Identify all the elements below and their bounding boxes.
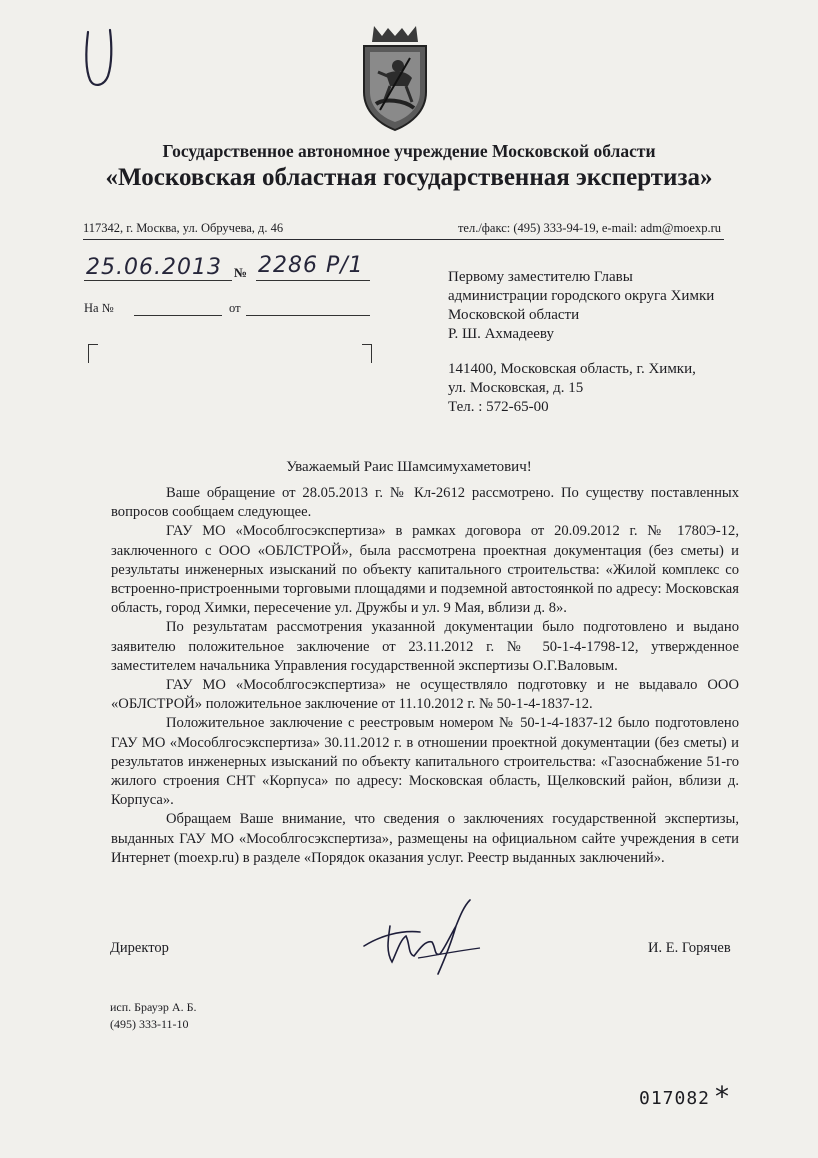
handwritten-mark-icon [82,28,118,90]
reply-to-number-label: На № [84,301,114,315]
organization-name: «Московская областная государственная экспертиза» [105,164,713,191]
recipient-line: Р. Ш. Ахмадееву [448,326,554,342]
body-paragraph: Положительное заключение с реестровым номером № 50-1-4-1837-12 было подготовлено ГАУ МО «Мособлгосэкспертиза» 30.11.2012 г. в отношении проектной документации (без сметы) и результатов инженерных изысканий по объекту капитального строительства: «Газоснабжение 51-го жилого строения СНТ «Корпуса» по адресу: Московская область, Щелковский район, вблизи д. Корпуса». [111,715,739,809]
organization-contacts: тел./факс: (495) 333-94-19, e-mail: adm@moexp.ru [457,221,721,235]
recipient-line: администрации городского округа Химки [448,288,715,304]
outgoing-number: 2286 Р/1 [258,253,364,278]
signer-position: Директор [110,940,169,956]
recipient-line: Московской области [448,307,580,323]
number-sign: № [234,265,248,280]
coat-of-arms-icon [352,22,438,132]
recipient-address-line: ул. Московская, д. 15 [448,380,584,396]
number-underline [256,280,370,281]
body-paragraph: Ваше обращение от 28.05.2013 г. № Кл-2612 рассмотрено. По существу поставленных вопросов сообщаем следующее. [111,485,739,521]
date-underline [84,280,232,281]
recipient-address-line: Тел. : 572-65-00 [448,399,549,415]
letterhead-divider [83,239,724,240]
executor-phone: (495) 333-11-10 [110,1017,189,1031]
recipient-block [448,268,714,344]
letterhead-contacts-row [83,221,721,236]
recipient-line: Первому заместителю Главы [448,269,633,285]
body-paragraph: Обращаем Ваше внимание, что сведения о заключениях государственной экспертизы, выданных ГАУ МО «Мособлгосэкспертиза», размещены на официальном сайте учреждения в сети Интернет (moexp.ru) в разделе «Порядок оказания услуг. Реестр выданных заключений». [111,811,739,866]
right-corner-bracket [362,344,372,363]
reply-to-number-blank [134,315,222,316]
body-paragraph: По результатам рассмотрения указанной документации было подготовлено и выдано заявителю положительное заключение от 23.11.2012 г. № 50-1-4-1798-12, утвержденное заместителем начальника Управления государственной экспертизы О.Г.Валовым. [111,619,739,674]
left-corner-bracket [88,344,98,363]
salutation: Уважаемый Раис Шамсимухаметович! [286,459,532,475]
letter-body [111,484,739,868]
reply-to-date-blank [246,315,370,316]
form-serial-number: 017082 [639,1088,711,1109]
organization-address: 117342, г. Москва, ул. Обручева, д. 46 [83,221,284,235]
organization-type: Государственное автономное учреждение Московской области [162,141,656,161]
asterisk-mark: * [715,1080,729,1113]
executor-name: исп. Брауэр А. Б. [110,1000,197,1014]
recipient-address-line: 141400, Московская область, г. Химки, [448,361,696,377]
executor-block [110,999,196,1033]
recipient-address-block [448,360,696,417]
body-paragraph: ГАУ МО «Мособлгосэкспертиза» не осуществляло подготовку и не выдавало ООО «ОБЛСТРОЙ» положительное заключение от 11.10.2012 г. № 50-1-4-1837-12. [111,677,739,713]
signature-icon [360,896,486,978]
reply-to-date-label: от [229,301,241,315]
body-paragraph: ГАУ МО «Мособлгосэкспертиза» в рамках договора от 20.09.2012 г. № 1780Э-12, заключенного с ООО «ОБЛСТРОЙ», была рассмотрена проектная документация (без сметы) и результаты инженерных изысканий по объекту капитального строительства: «Жилой комплекс со встроенно-пристроенными торговыми площадями и подземной автостоянкой по адресу: Московская область, город Химки, пересечение ул. Дружбы и ул. 9 Мая, вблизи д. 8». [111,523,739,617]
signer-name: И. Е. Горячев [648,940,731,956]
outgoing-date: 25.06.2013 [86,255,222,280]
